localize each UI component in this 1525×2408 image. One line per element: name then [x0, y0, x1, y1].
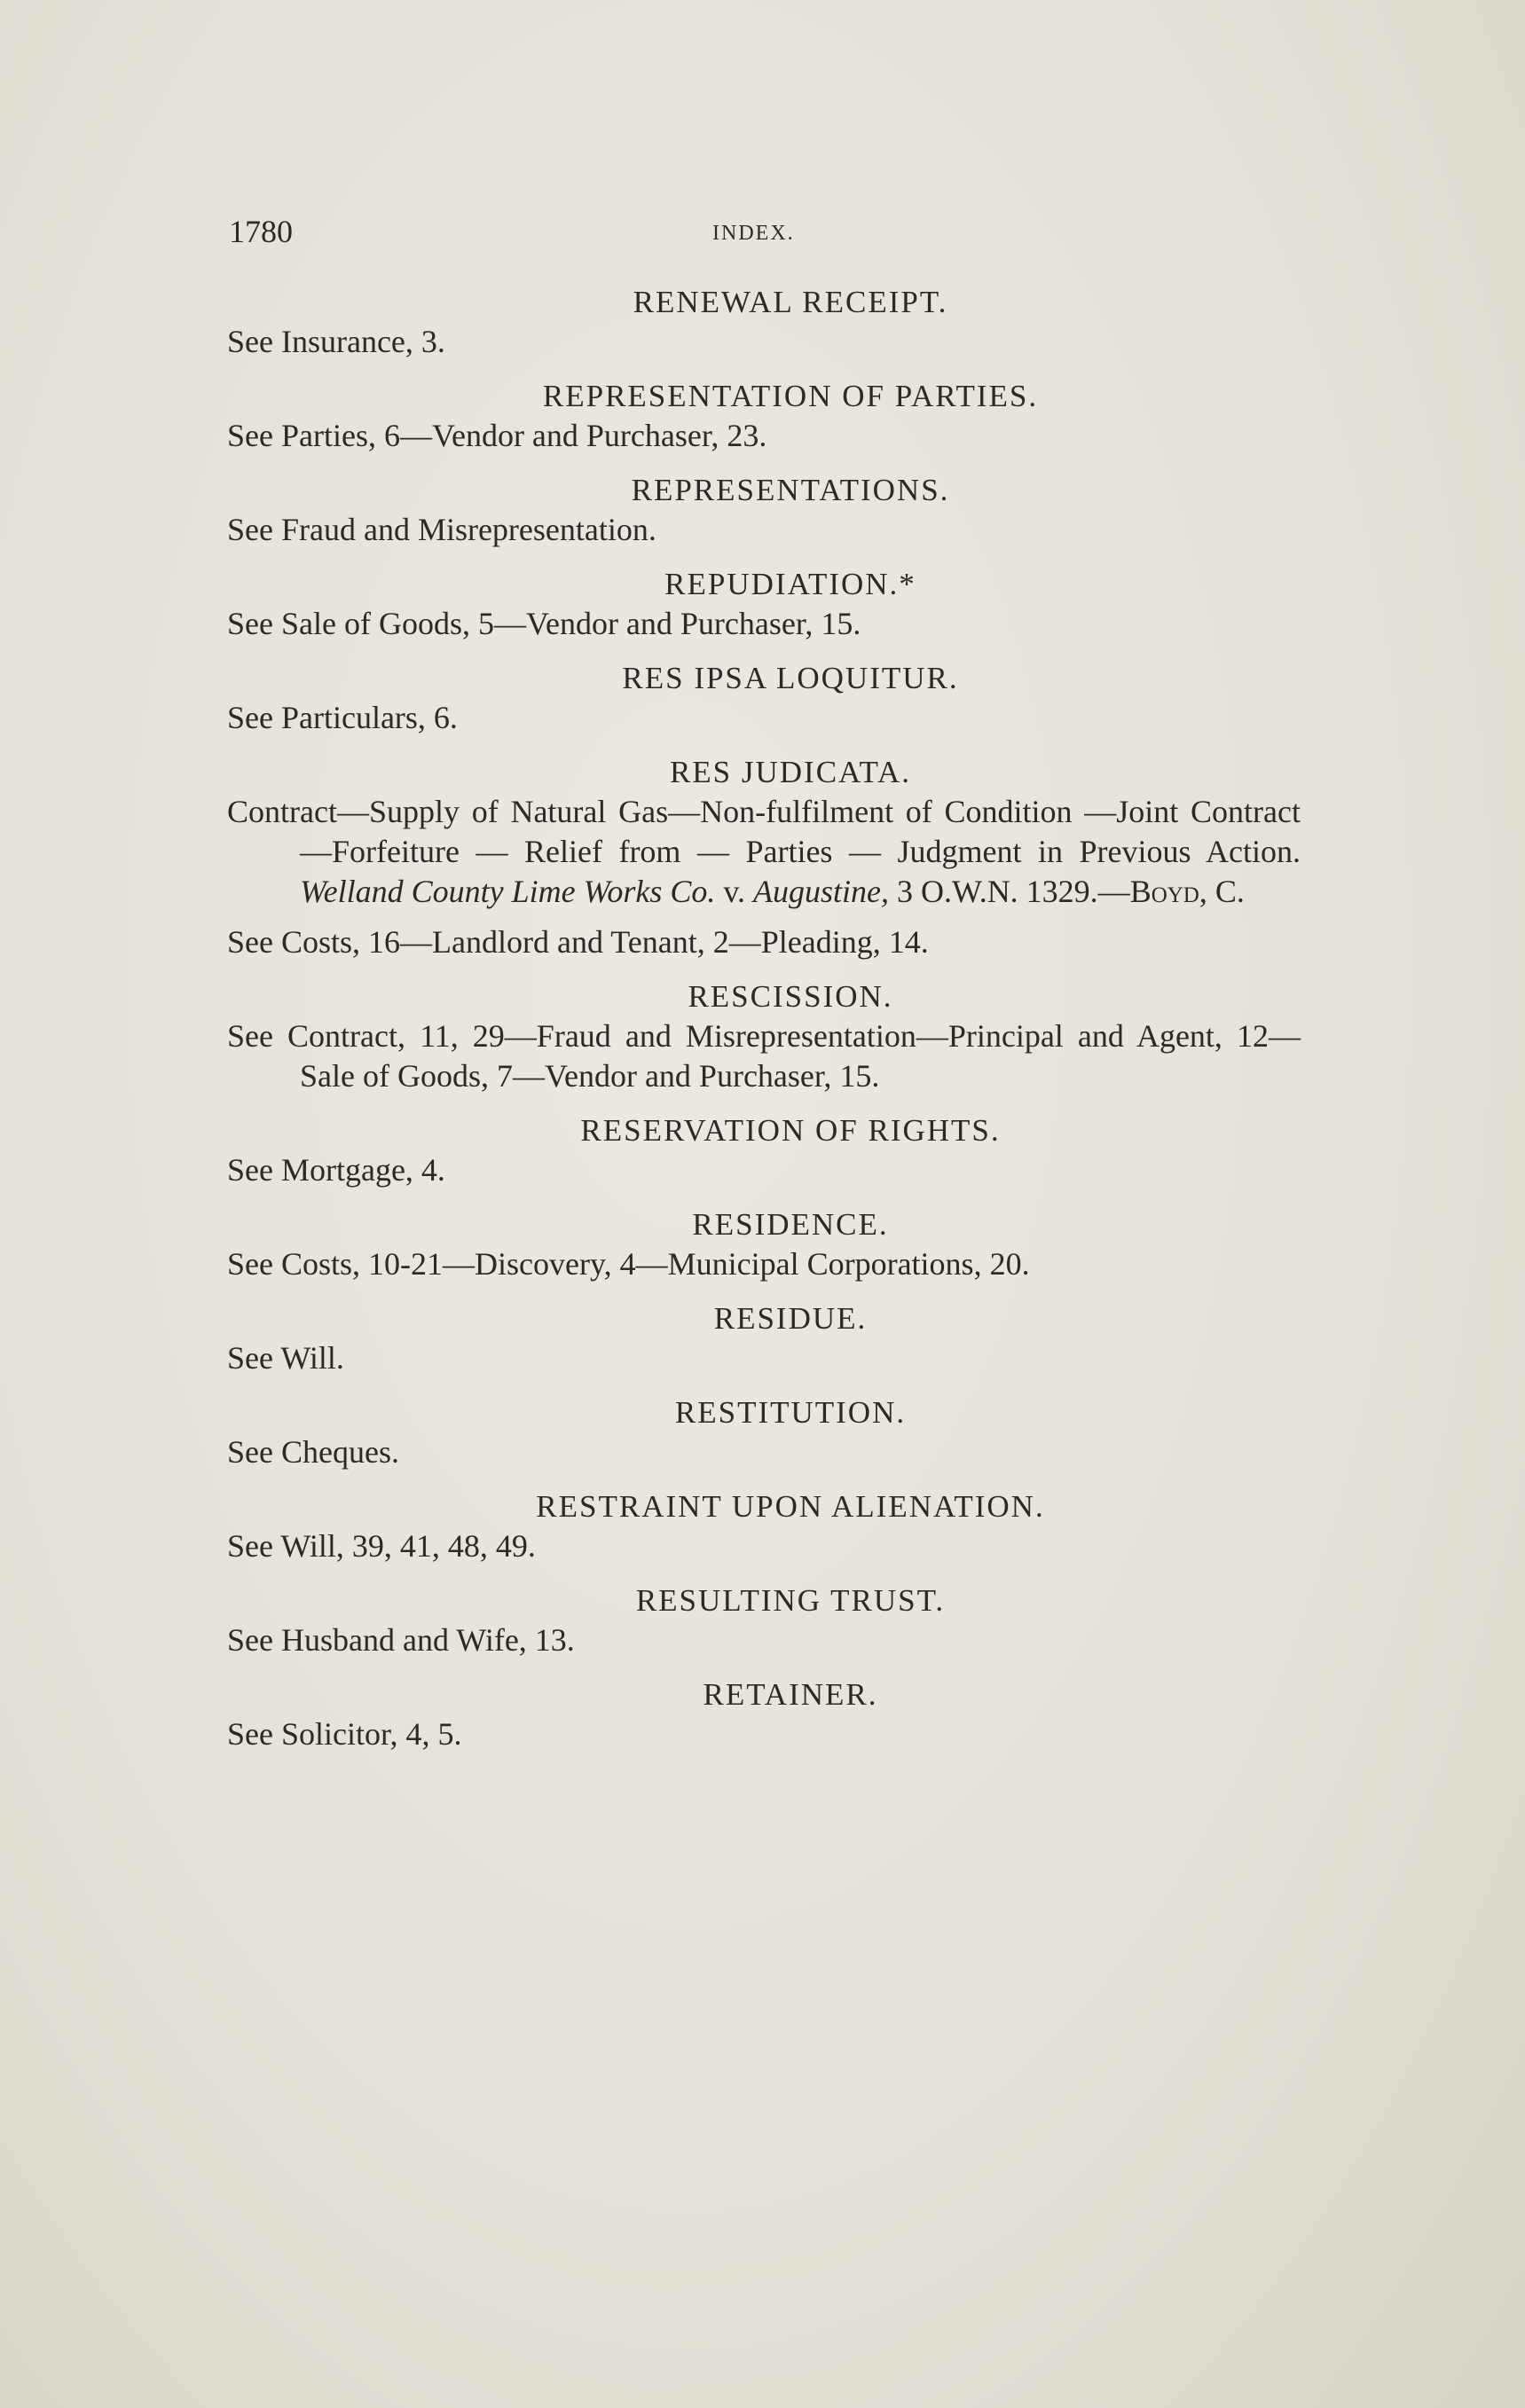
page-header — [229, 213, 1293, 257]
index-entry — [227, 1486, 1301, 1566]
entry-reference: See Costs, 16—Landlord and Tenant, 2—Pleading, 14. — [227, 924, 929, 960]
entry-heading: REPRESENTATIONS. — [631, 473, 950, 507]
index-entry — [227, 1110, 1301, 1190]
index-entry — [227, 658, 1301, 738]
entry-reference: See Husband and Wife, 13. — [227, 1622, 575, 1658]
index-entry — [227, 1204, 1301, 1284]
citation: 3 O.W.N. 1329.— — [889, 874, 1130, 909]
entry-heading: REPUDIATION.* — [664, 567, 916, 601]
index-entry — [227, 376, 1301, 456]
entry-heading: RENEWAL RECEIPT. — [633, 285, 948, 319]
entry-reference: See Sale of Goods, 5—Vendor and Purchaser, 15. — [227, 606, 861, 641]
entry-heading: RESCISSION. — [688, 979, 893, 1014]
entry-heading: RESIDENCE. — [692, 1207, 889, 1242]
entry-heading: RETAINER. — [703, 1677, 878, 1712]
entry-reference: See Particulars, 6. — [227, 700, 458, 735]
entry-heading: RESTRAINT UPON ALIENATION. — [536, 1489, 1045, 1524]
entry-reference: See Will, 39, 41, 48, 49. — [227, 1528, 536, 1564]
entry-heading: REPRESENTATION OF PARTIES. — [542, 379, 1039, 413]
entry-heading: RESERVATION OF RIGHTS. — [580, 1113, 1001, 1148]
running-head: INDEX. — [712, 222, 795, 245]
index-entry — [227, 1675, 1301, 1754]
index-entry — [227, 977, 1301, 1096]
case-digest — [227, 792, 1301, 912]
page-number: 1780 — [229, 214, 293, 249]
case-name: Welland County Lime Works Co. — [300, 874, 716, 909]
entry-reference: See Mortgage, 4. — [227, 1152, 445, 1188]
index-entry — [227, 564, 1301, 644]
entry-reference: See Contract, 11, 29—Fraud and Misrepresentation—Principal and Agent, 12—Sale of Goods, 7—Vendor and Purchaser, 15. — [227, 1018, 1301, 1094]
entry-reference: See Cheques. — [227, 1434, 399, 1470]
index-entry — [227, 752, 1301, 962]
entry-heading: RES IPSA LOQUITUR. — [622, 661, 959, 695]
entry-reference: See Parties, 6—Vendor and Purchaser, 23. — [227, 418, 767, 453]
index-entry — [227, 1580, 1301, 1660]
index-entry — [227, 1298, 1301, 1378]
digest-text: Contract—Supply of Natural Gas—Non-fulfilment of Condition —Joint Contract—Forfeiture — Relief from — Parties — Judgment in Previous Action. — [227, 794, 1301, 869]
index-content — [227, 282, 1301, 1769]
entry-reference: See Fraud and Misrepresentation. — [227, 512, 656, 547]
entry-heading: RESULTING TRUST. — [635, 1583, 946, 1618]
entry-heading: RESIDUE. — [713, 1301, 868, 1336]
entry-reference: See Costs, 10-21—Discovery, 4—Municipal Corporations, 20. — [227, 1246, 1030, 1282]
entry-heading: RESTITUTION. — [674, 1395, 907, 1430]
entry-reference: See Will. — [227, 1340, 344, 1376]
judge-suffix: , C. — [1199, 874, 1245, 909]
versus: v. — [715, 874, 754, 909]
index-entry — [227, 470, 1301, 550]
judge-name: Boyd — [1129, 874, 1199, 909]
entry-reference: See Solicitor, 4, 5. — [227, 1716, 462, 1752]
index-entry — [227, 282, 1301, 362]
party-name: Augustine, — [753, 874, 890, 909]
index-entry — [227, 1392, 1301, 1472]
entry-reference: See Insurance, 3. — [227, 324, 445, 359]
entry-heading: RES JUDICATA. — [669, 755, 912, 789]
